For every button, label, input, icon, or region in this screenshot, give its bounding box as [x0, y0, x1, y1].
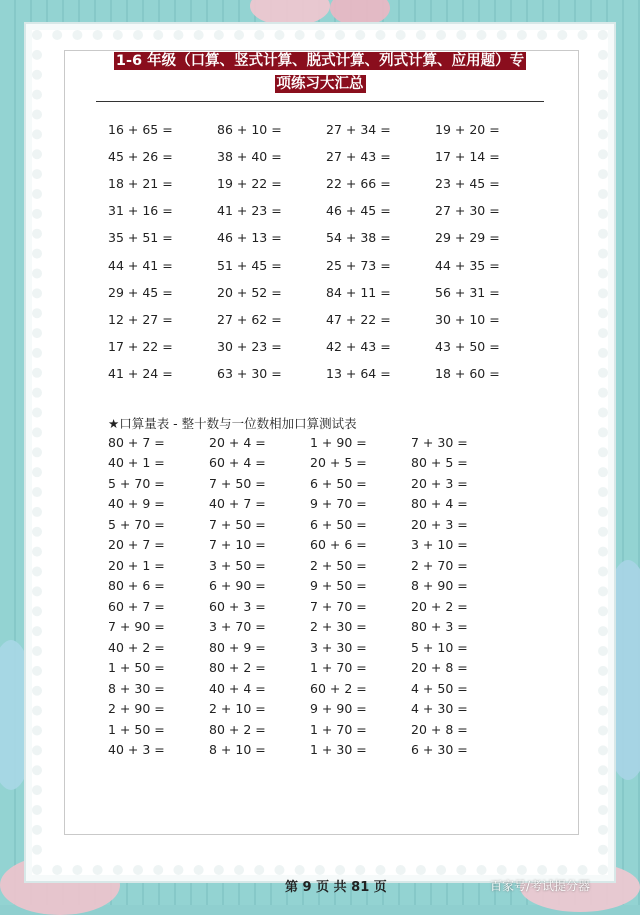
math-problem: 7 + 50 = [209, 475, 266, 491]
math-problem: 5 + 10 = [411, 639, 468, 655]
math-problem: 30 + 10 = [435, 311, 500, 327]
math-problem: 20 + 2 = [411, 598, 468, 614]
math-problem: 80 + 7 = [108, 434, 165, 450]
math-problem: 60 + 6 = [310, 537, 367, 553]
math-problem: 40 + 9 = [108, 496, 165, 512]
math-problem: 20 + 7 = [108, 537, 165, 553]
math-problem: 46 + 13 = [217, 230, 282, 246]
section-title: ★口算量表 - 整十数与一位数相加口算测试表 [108, 416, 357, 431]
math-problem: 20 + 8 = [411, 721, 468, 737]
math-problem: 9 + 90 = [310, 701, 367, 717]
math-problem: 80 + 2 = [209, 660, 266, 676]
two-digit-addition-grid [108, 116, 544, 387]
math-problem: 16 + 65 = [108, 122, 173, 138]
math-problem: 22 + 66 = [326, 176, 391, 192]
math-problem: 8 + 30 = [108, 680, 165, 696]
problem-row [108, 596, 512, 617]
math-problem: 13 + 64 = [326, 365, 391, 381]
problem-row [108, 279, 544, 306]
math-problem: 44 + 35 = [435, 257, 500, 273]
math-problem: 1 + 70 = [310, 721, 367, 737]
tens-plus-ones-grid [108, 432, 512, 760]
math-problem: 3 + 10 = [411, 537, 468, 553]
math-problem: 9 + 50 = [310, 578, 367, 594]
problem-row [108, 494, 512, 515]
math-problem: 41 + 24 = [108, 365, 173, 381]
math-problem: 47 + 22 = [326, 311, 391, 327]
problem-row [108, 637, 512, 658]
math-problem: 6 + 50 = [310, 475, 367, 491]
math-problem: 20 + 1 = [108, 557, 165, 573]
math-problem: 56 + 31 = [435, 284, 500, 300]
math-problem: 1 + 70 = [310, 660, 367, 676]
math-problem: 19 + 22 = [217, 176, 282, 192]
math-problem: 80 + 2 = [209, 721, 266, 737]
math-problem: 19 + 20 = [435, 122, 500, 138]
worksheet-title [96, 50, 544, 96]
math-problem: 60 + 3 = [209, 598, 266, 614]
watermark: 百家号/考试提分器 [490, 879, 591, 893]
problem-row [108, 740, 512, 761]
math-problem: 7 + 30 = [411, 434, 468, 450]
math-problem: 80 + 4 = [411, 496, 468, 512]
math-problem: 31 + 16 = [108, 203, 173, 219]
math-problem: 27 + 30 = [435, 203, 500, 219]
title-line-2: 项练习大汇总 [276, 76, 364, 92]
problem-row [108, 143, 544, 170]
math-problem: 20 + 4 = [209, 434, 266, 450]
math-problem: 40 + 3 = [108, 742, 165, 758]
math-problem: 80 + 9 = [209, 639, 266, 655]
math-problem: 20 + 3 = [411, 475, 468, 491]
math-problem: 25 + 73 = [326, 257, 391, 273]
math-problem: 2 + 50 = [310, 557, 367, 573]
math-problem: 29 + 29 = [435, 230, 500, 246]
math-problem: 80 + 6 = [108, 578, 165, 594]
problem-row [108, 224, 544, 251]
math-problem: 1 + 30 = [310, 742, 367, 758]
problem-row [108, 678, 512, 699]
math-problem: 42 + 43 = [326, 338, 391, 354]
math-problem: 7 + 50 = [209, 516, 266, 532]
math-problem: 3 + 70 = [209, 619, 266, 635]
problem-row [108, 555, 512, 576]
problem-row [108, 699, 512, 720]
math-problem: 27 + 43 = [326, 149, 391, 165]
math-problem: 3 + 30 = [310, 639, 367, 655]
math-problem: 20 + 8 = [411, 660, 468, 676]
math-problem: 6 + 50 = [310, 516, 367, 532]
math-problem: 18 + 21 = [108, 176, 173, 192]
problem-row [108, 333, 544, 360]
problem-row [108, 432, 512, 453]
math-problem: 4 + 30 = [411, 701, 468, 717]
page-number: 第 9 页 共 81 页 [285, 880, 387, 895]
math-problem: 7 + 90 = [108, 619, 165, 635]
math-problem: 40 + 1 = [108, 455, 165, 471]
math-problem: 9 + 70 = [310, 496, 367, 512]
problem-row [108, 617, 512, 638]
math-problem: 27 + 34 = [326, 122, 391, 138]
problem-row [108, 306, 544, 333]
problem-row [108, 116, 544, 143]
math-problem: 7 + 10 = [209, 537, 266, 553]
problem-row [108, 719, 512, 740]
math-problem: 35 + 51 = [108, 230, 173, 246]
math-problem: 27 + 62 = [217, 311, 282, 327]
math-problem: 1 + 50 = [108, 660, 165, 676]
math-problem: 18 + 60 = [435, 365, 500, 381]
problem-row [108, 453, 512, 474]
math-problem: 60 + 7 = [108, 598, 165, 614]
math-problem: 6 + 90 = [209, 578, 266, 594]
math-problem: 23 + 45 = [435, 176, 500, 192]
problem-row [108, 535, 512, 556]
math-problem: 4 + 50 = [411, 680, 468, 696]
math-problem: 1 + 90 = [310, 434, 367, 450]
math-problem: 3 + 50 = [209, 557, 266, 573]
math-problem: 60 + 2 = [310, 680, 367, 696]
math-problem: 41 + 23 = [217, 203, 282, 219]
problem-row [108, 514, 512, 535]
title-line-1: 1-6 年级（口算、竖式计算、脱式计算、列式计算、应用题）专 [115, 53, 525, 69]
math-problem: 29 + 45 = [108, 284, 173, 300]
math-problem: 54 + 38 = [326, 230, 391, 246]
math-problem: 6 + 30 = [411, 742, 468, 758]
math-problem: 8 + 10 = [209, 742, 266, 758]
title-underline [96, 101, 544, 102]
math-problem: 2 + 90 = [108, 701, 165, 717]
math-problem: 40 + 2 = [108, 639, 165, 655]
math-problem: 80 + 3 = [411, 619, 468, 635]
math-problem: 63 + 30 = [217, 365, 282, 381]
problem-row [108, 197, 544, 224]
math-problem: 45 + 26 = [108, 149, 173, 165]
math-problem: 80 + 5 = [411, 455, 468, 471]
math-problem: 20 + 52 = [217, 284, 282, 300]
math-problem: 46 + 45 = [326, 203, 391, 219]
math-problem: 60 + 4 = [209, 455, 266, 471]
problem-row [108, 576, 512, 597]
math-problem: 5 + 70 = [108, 516, 165, 532]
math-problem: 86 + 10 = [217, 122, 282, 138]
math-problem: 44 + 41 = [108, 257, 173, 273]
math-problem: 38 + 40 = [217, 149, 282, 165]
math-problem: 43 + 50 = [435, 338, 500, 354]
math-problem: 1 + 50 = [108, 721, 165, 737]
math-problem: 8 + 90 = [411, 578, 468, 594]
math-problem: 30 + 23 = [217, 338, 282, 354]
math-problem: 20 + 3 = [411, 516, 468, 532]
math-problem: 5 + 70 = [108, 475, 165, 491]
math-problem: 2 + 30 = [310, 619, 367, 635]
problem-row [108, 658, 512, 679]
math-problem: 51 + 45 = [217, 257, 282, 273]
math-problem: 12 + 27 = [108, 311, 173, 327]
math-problem: 17 + 22 = [108, 338, 173, 354]
math-problem: 40 + 4 = [209, 680, 266, 696]
math-problem: 84 + 11 = [326, 284, 391, 300]
problem-row [108, 251, 544, 278]
problem-row [108, 360, 544, 387]
math-problem: 17 + 14 = [435, 149, 500, 165]
problem-row [108, 473, 512, 494]
problem-row [108, 170, 544, 197]
math-problem: 7 + 70 = [310, 598, 367, 614]
math-problem: 2 + 70 = [411, 557, 468, 573]
math-problem: 20 + 5 = [310, 455, 367, 471]
math-problem: 40 + 7 = [209, 496, 266, 512]
math-problem: 2 + 10 = [209, 701, 266, 717]
